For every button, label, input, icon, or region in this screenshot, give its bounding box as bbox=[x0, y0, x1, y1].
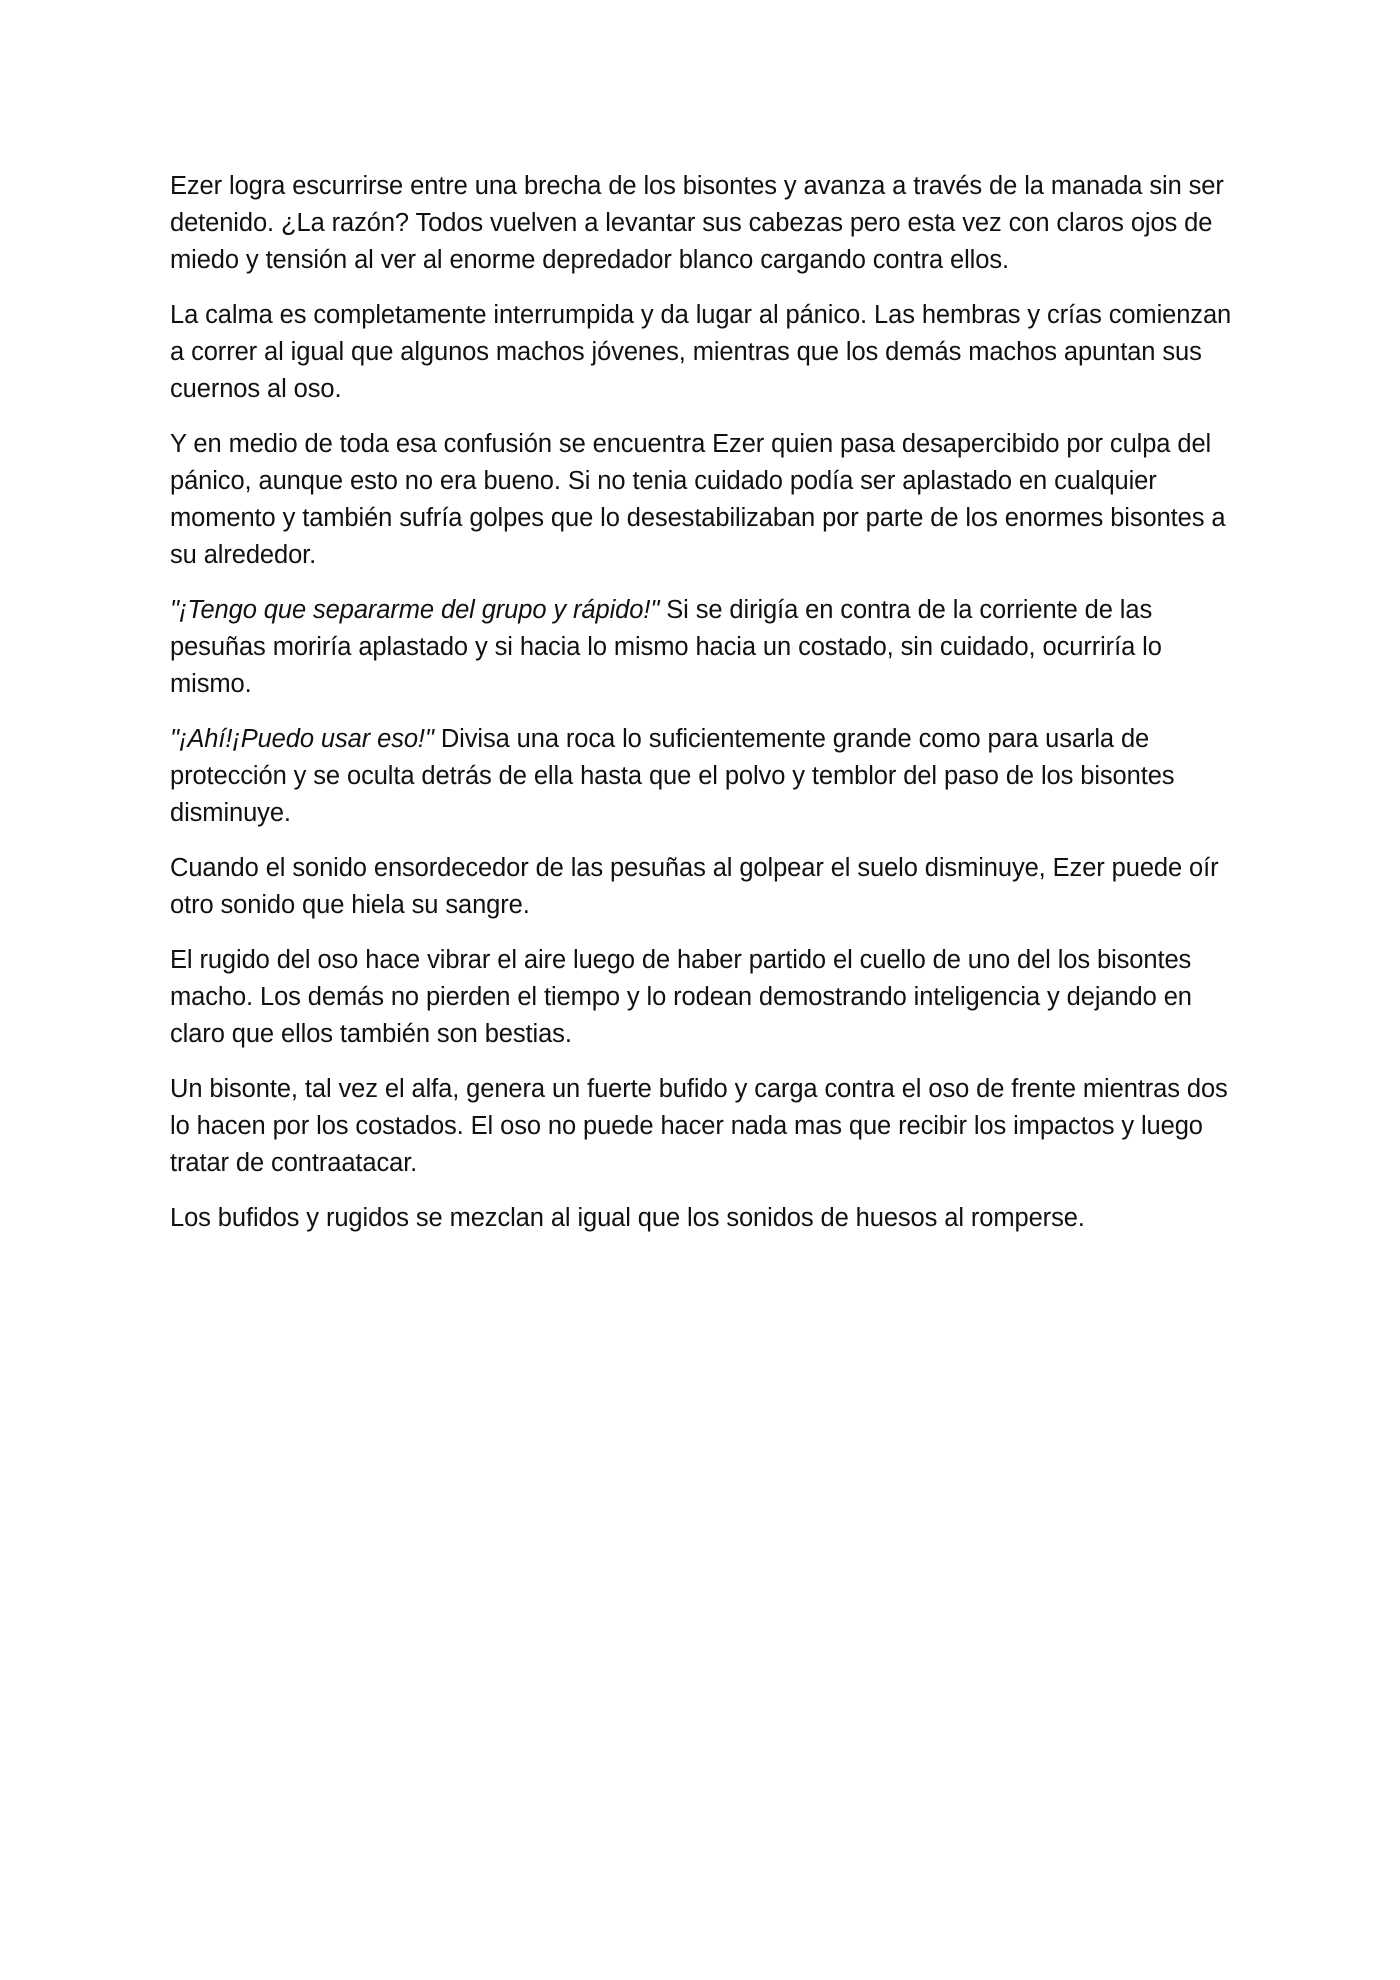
paragraph-5 bbox=[170, 721, 1234, 832]
paragraph-8 bbox=[170, 1071, 1234, 1182]
paragraph-italic-lead: "¡Tengo que separarme del grupo y rápido!" bbox=[170, 596, 660, 624]
paragraph-1 bbox=[170, 168, 1234, 279]
paragraph-3 bbox=[170, 426, 1234, 574]
paragraph-2 bbox=[170, 297, 1234, 408]
paragraph-9 bbox=[170, 1200, 1234, 1237]
paragraph-italic-lead: "¡Ahí!¡Puedo usar eso!" bbox=[170, 725, 434, 753]
paragraph-text: Cuando el sonido ensordecedor de las pesuñas al golpear el suelo disminuye, Ezer puede oír otro sonido que hiela su sangre. bbox=[170, 854, 1219, 919]
document-body bbox=[170, 168, 1234, 1255]
paragraph-text: El rugido del oso hace vibrar el aire luego de haber partido el cuello de uno del los bisontes macho. Los demás no pierden el tiempo y lo rodean demostrando inteligencia y dejando en claro que ellos también son bestias. bbox=[170, 946, 1192, 1048]
paragraph-text: Si se dirigía en contra de la corriente de las pesuñas moriría aplastado y si hacia lo mismo hacia un costado, sin cuidado, ocurriría lo mismo. bbox=[170, 596, 1162, 698]
paragraph-text: Un bisonte, tal vez el alfa, genera un fuerte bufido y carga contra el oso de frente mientras dos lo hacen por los costados. El oso no puede hacer nada mas que recibir los impactos y luego tratar de contraatacar. bbox=[170, 1075, 1228, 1177]
paragraph-text: Ezer logra escurrirse entre una brecha de los bisontes y avanza a través de la manada sin ser detenido. ¿La razón? Todos vuelven a levantar sus cabezas pero esta vez con claros ojos de miedo y tensión al ver al enorme depredador blanco cargando contra ellos. bbox=[170, 172, 1224, 274]
paragraph-text: La calma es completamente interrumpida y da lugar al pánico. Las hembras y crías comienzan a correr al igual que algunos machos jóvenes, mientras que los demás machos apuntan sus cuernos al oso. bbox=[170, 301, 1232, 403]
paragraph-text: Los bufidos y rugidos se mezclan al igual que los sonidos de huesos al romperse. bbox=[170, 1204, 1085, 1232]
paragraph-text: Y en medio de toda esa confusión se encuentra Ezer quien pasa desapercibido por culpa del pánico, aunque esto no era bueno. Si no tenia cuidado podía ser aplastado en cualquier momento y también sufría golpes que lo desestabilizaban por parte de los enormes bisontes a su alrededor. bbox=[170, 430, 1226, 569]
paragraph-4 bbox=[170, 592, 1234, 703]
paragraph-7 bbox=[170, 942, 1234, 1053]
paragraph-text: Divisa una roca lo suficientemente grande como para usarla de protección y se oculta detrás de ella hasta que el polvo y temblor del paso de los bisontes disminuye. bbox=[170, 725, 1175, 827]
paragraph-6 bbox=[170, 850, 1234, 924]
